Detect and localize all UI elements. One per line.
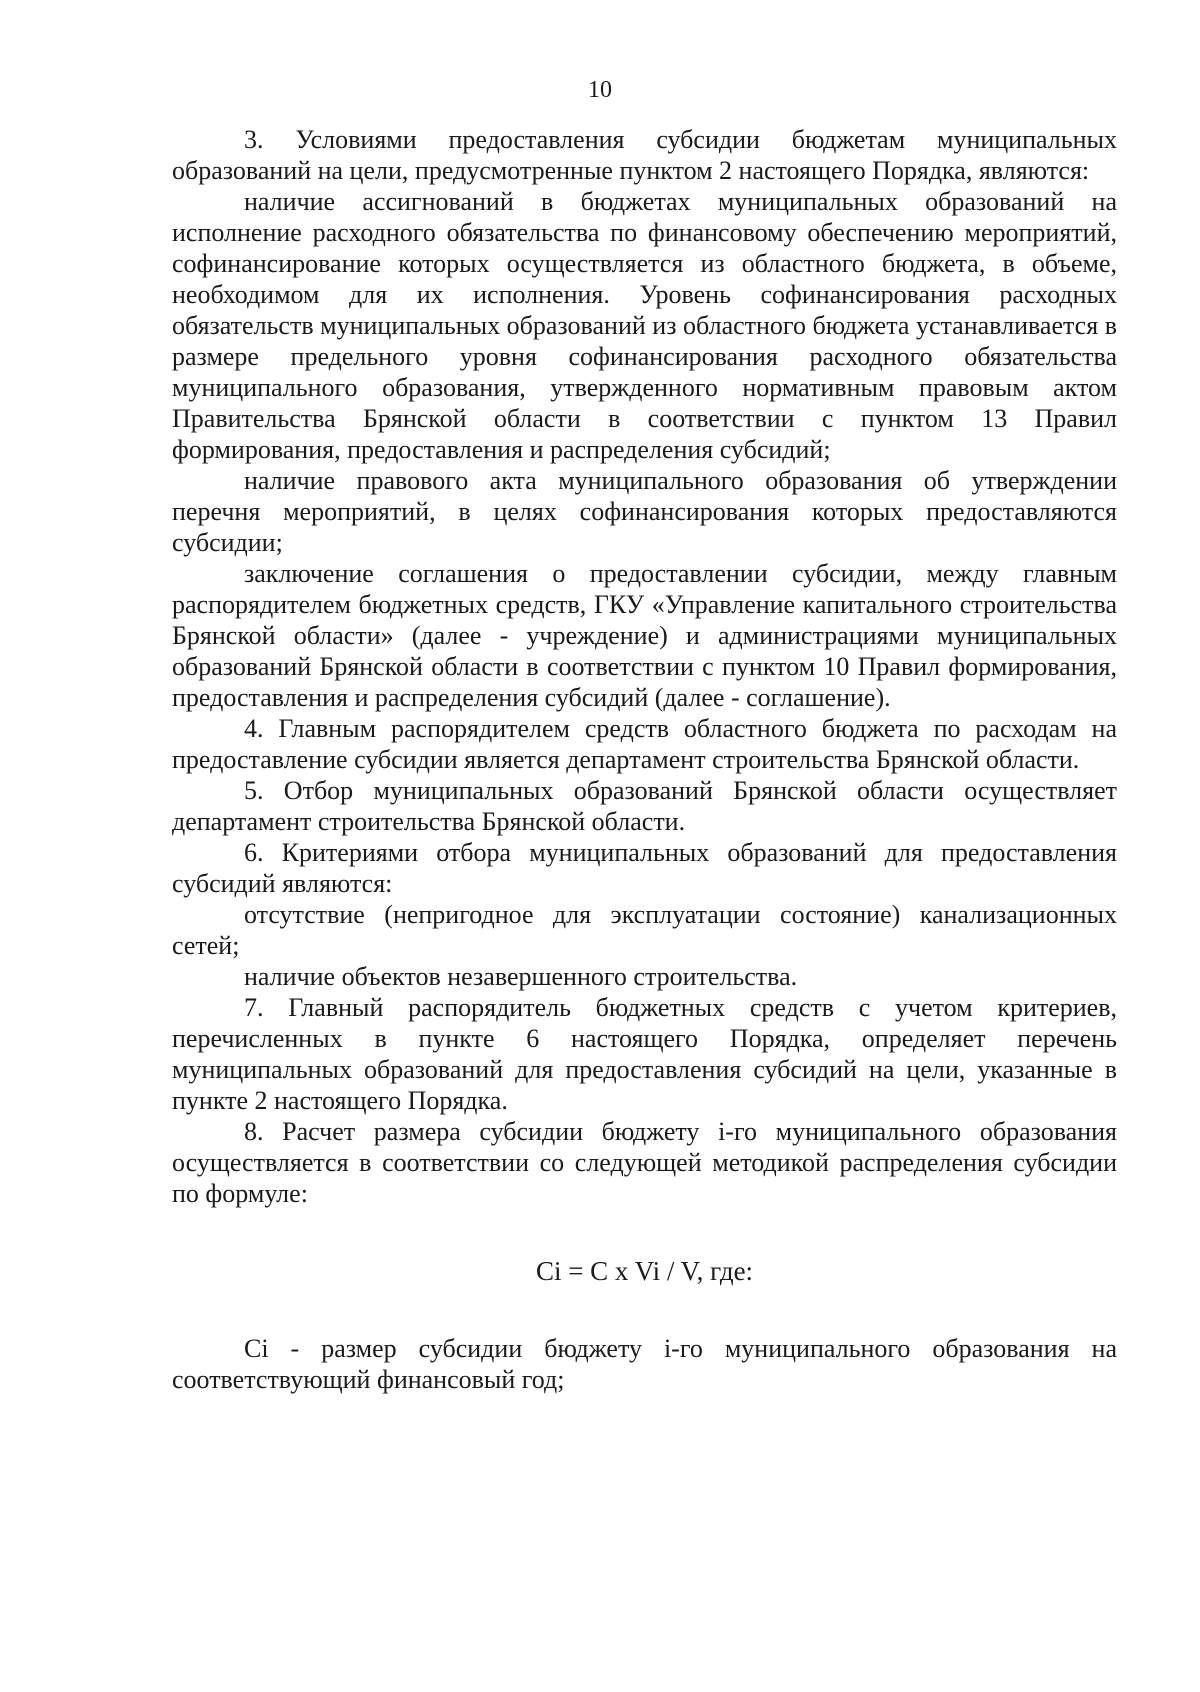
- paragraph-condition-agreement: заключение соглашения о предоставлении субсидии, между главным распорядителем бюджетных средств, ГКУ «Управление капитального строительства Брянской области» (далее - учреждение) и администрациями муниципальных образований Брянской области в соответствии с пунктом 10 Правил формирования, предоставления и распределения субсидий (далее - соглашение).: [172, 559, 1117, 712]
- paragraph-criterion-unfinished: наличие объектов незавершенного строительства.: [244, 962, 798, 991]
- paragraph-condition-legal-act: наличие правового акта муниципального образования об утверждении перечня мероприятий, в целях софинансирования которых предоставляются субсидии;: [172, 466, 1117, 557]
- paragraph-criterion-sewer: отсутствие (непригодное для эксплуатации состояние) канализационных сетей;: [172, 900, 1117, 960]
- paragraph-7-list: 7. Главный распорядитель бюджетных средств с учетом критериев, перечисленных в пункте 6 настоящего Порядка, определяет перечень муниципальных образований для предоставления субсидий на цели, указанные в пункте 2 настоящего Порядка.: [172, 993, 1117, 1115]
- paragraph-4-main-manager: 4. Главным распорядителем средств областного бюджета по расходам на предоставление субсидии является департамент строительства Брянской области.: [172, 714, 1117, 774]
- paragraph-6-criteria: 6. Критериями отбора муниципальных образований для предоставления субсидий являются:: [172, 838, 1117, 898]
- paragraph-ci-definition: Ci - размер субсидии бюджету i-го муниципального образования на соответствующий финансовый год;: [172, 1334, 1117, 1394]
- paragraph-condition-appropriations: наличие ассигнований в бюджетах муниципальных образований на исполнение расходного обязательства по финансовому обеспечению мероприятий, софинансирование которых осуществляется из областного бюджета, в объеме, необходимом для их исполнения. Уровень софинансирования расходных обязательств муниципальных образований из областного бюджета устанавливается в размере предельного уровня софинансирования расходного обязательства муниципального образования, утвержденного нормативным правовым актом Правительства Брянской области в соответствии с пунктом 13 Правил формирования, предоставления и распределения субсидий;: [172, 187, 1117, 464]
- subsidy-formula: Ci = C x Vi / V, где:: [535, 1256, 754, 1286]
- paragraph-3-conditions: 3. Условиями предоставления субсидии бюджетам муниципальных образований на цели, предусмотренные пунктом 2 настоящего Порядка, являются:: [172, 125, 1117, 185]
- page-number: 10: [588, 77, 612, 103]
- paragraph-8-calculation: 8. Расчет размера субсидии бюджету i-го муниципального образования осуществляется в соответствии со следующей методикой распределения субсидии по формуле:: [172, 1117, 1117, 1208]
- paragraph-5-selection: 5. Отбор муниципальных образований Брянской области осуществляет департамент строительства Брянской области.: [172, 776, 1117, 836]
- document-body: [172, 124, 1117, 1395]
